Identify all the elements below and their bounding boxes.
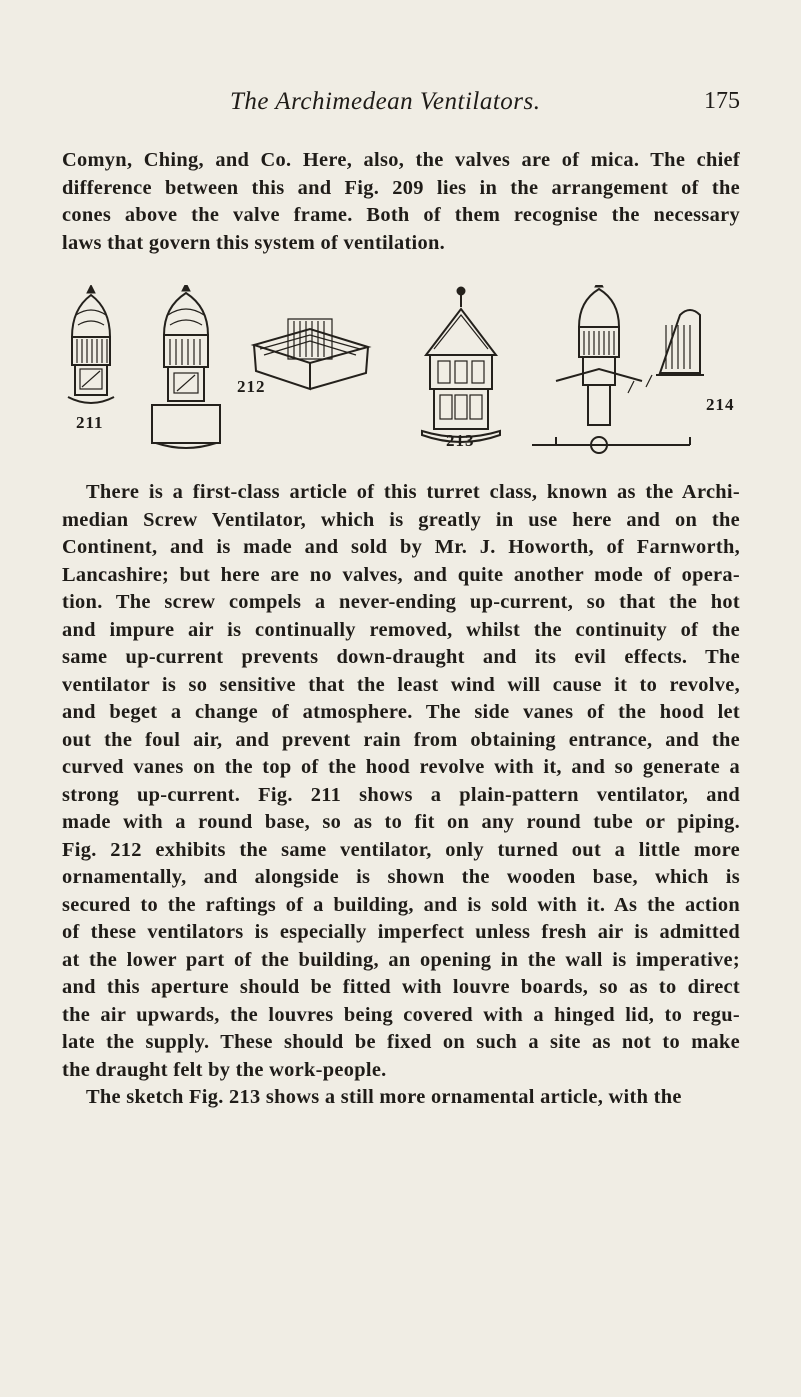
text-line: Continent, and is made and sold by Mr. J. Howorth, of Farnworth, <box>62 536 740 558</box>
text-line: made with a round base, so as to fit on any round tube or piping. <box>62 811 740 833</box>
fig-213-ventilator-drawing <box>422 287 500 442</box>
text-line: tion. The screw compels a never-ending up-current, so that the hot <box>62 591 740 613</box>
text-line: median Screw Ventilator, which is greatly in use here and on the <box>62 508 740 531</box>
text-line: same up-current prevents down-draught and its evil effects. The <box>62 646 740 668</box>
text-line: the air upwards, the louvres being covered with a hinged lid, to regu- <box>62 1003 740 1026</box>
running-head <box>60 88 740 122</box>
figure-label-214: 214 <box>706 395 735 414</box>
text-line: of these ventilators is especially imperfect unless fresh air is admitted <box>62 921 740 943</box>
text-line: and beget a change of atmosphere. The side vanes of the hood let <box>62 701 740 723</box>
paragraph-archimedean-screw <box>62 479 740 1112</box>
text-line: strong up-current. Fig. 211 shows a plain-pattern ventilator, and <box>62 783 740 806</box>
text-line: ventilator is so sensitive that the least wind will cause it to revolve, <box>62 673 740 696</box>
text-line: There is a first-class article of this turret class, known as the Archi- <box>86 481 740 503</box>
text-line: cones above the valve frame. Both of them recognise the necessary <box>62 204 740 226</box>
text-line: Fig. 212 exhibits the same ventilator, only turned out a little more <box>62 838 740 861</box>
figure-label-213: 213 <box>446 431 475 450</box>
wooden-base-drawing <box>254 319 368 389</box>
text-line: late the supply. These should be fixed on such a site as not to make <box>62 1031 740 1053</box>
text-line: The sketch Fig. 213 shows a still more ornamental article, with the <box>86 1086 682 1108</box>
text-line: at the lower part of the building, an opening in the wall is imperative; <box>62 948 740 971</box>
text-line: and this aperture should be fitted with louvre boards, so as to direct <box>62 976 740 998</box>
text-line: out the foul air, and prevent rain from obtaining entrance, and the <box>62 728 740 751</box>
figure-label-211: 211 <box>76 413 104 432</box>
paragraph-intro <box>62 147 740 257</box>
text-line: laws that govern this system of ventilation. <box>62 231 446 254</box>
ventilator-illustrations <box>60 285 740 470</box>
text-line: Lancashire; but here are no valves, and quite another mode of opera- <box>62 563 740 586</box>
text-line: difference between this and Fig. 209 lies in the arrangement of the <box>62 176 740 199</box>
running-title: The Archimedean Ventilators. <box>230 88 541 115</box>
page-number: 175 <box>704 88 740 114</box>
fig-212-ventilator-drawing <box>152 285 220 448</box>
text-line: Comyn, Ching, and Co. Here, also, the valves are of mica. The chief <box>62 149 740 171</box>
figure-label-212: 212 <box>237 377 266 396</box>
text-line: secured to the raftings of a building, and is sold with it. As the action <box>62 893 740 916</box>
figure-group-ventilators <box>60 285 740 470</box>
text-line: ornamentally, and alongside is shown the wooden base, which is <box>62 866 740 888</box>
text-line: and impure air is continually removed, whilst the continuity of the <box>62 618 740 641</box>
text-line: the draught felt by the work-people. <box>62 1058 387 1081</box>
text-line: curved vanes on the top of the hood revolve with it, and so generate a <box>62 756 740 778</box>
fig-211-ventilator-drawing <box>68 285 114 403</box>
fig-214-ventilator-drawing <box>532 285 704 453</box>
